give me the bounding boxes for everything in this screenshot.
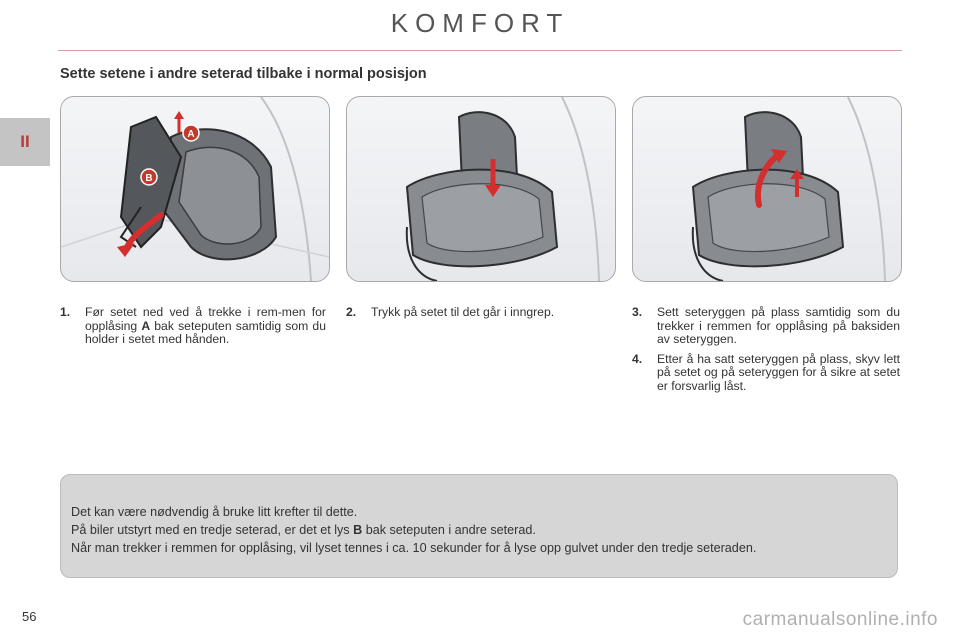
step-number: 4. (632, 351, 643, 366)
chapter-tab[interactable] (0, 118, 50, 166)
step-key-label: A (141, 318, 151, 333)
steps-column-1 (60, 306, 326, 353)
illustration-seat-folded (60, 96, 330, 282)
note-line-3: Når man trekker i remmen for opplåsing, vil lyset tennes i ca. 10 sekunder for å lyse opp gulvet under den tredje seteraden. (71, 541, 757, 555)
seat-folded-drawing (61, 97, 329, 281)
step-text: Etter å ha satt seteryggen på plass, skyv lett på setet og på seteryggen for å sikre at setet er forsvarlig låst. (657, 351, 900, 393)
steps-column-3 (632, 306, 900, 399)
steps-column-2 (346, 306, 608, 326)
step-1 (60, 306, 326, 347)
marker-b-label: B (145, 173, 153, 184)
watermark: carmanualsonline.info (742, 609, 938, 630)
step-text: Før setet ned ved å trekke i rem-men for opplåsing (85, 305, 326, 333)
note-line-2 (71, 521, 897, 539)
note-key-label: B (353, 523, 363, 537)
step-text-cont: bak seteputen samtidig som du holder i setet med hånden. (85, 318, 326, 346)
title-divider (58, 50, 902, 51)
marker-a-label: A (187, 129, 195, 140)
note-line-2-text: På biler utstyrt med en tredje seterad, er det et lys (71, 523, 354, 537)
note-box (60, 474, 898, 578)
chapter-tab-label: II (20, 132, 30, 151)
illustration-seat-press-down (346, 96, 616, 282)
page-title: KOMFORT (390, 8, 570, 38)
note-line-2-cont: bak seteputen i andre seterad. (362, 523, 536, 537)
step-4 (632, 353, 900, 394)
step-number: 3. (632, 305, 643, 319)
page-number: 56 (22, 609, 37, 624)
section-heading: Sette setene i andre seterad tilbake i normal posisjon (60, 66, 427, 82)
step-text: Trykk på setet til det går i inngrep. (371, 305, 555, 319)
illustration-seatback-raise (632, 96, 902, 282)
step-2 (346, 306, 608, 320)
seatback-raise-drawing (633, 97, 901, 281)
step-number: 2. (346, 305, 357, 319)
step-text: Sett seteryggen på plass samtidig som du trekker i remmen for opplåsing på baksiden av seteryggen. (657, 305, 900, 346)
step-number: 1. (60, 305, 71, 319)
seat-press-drawing (347, 97, 615, 281)
note-line-1: Det kan være nødvendig å bruke litt krefter til dette. (71, 505, 358, 519)
step-3 (632, 306, 900, 347)
